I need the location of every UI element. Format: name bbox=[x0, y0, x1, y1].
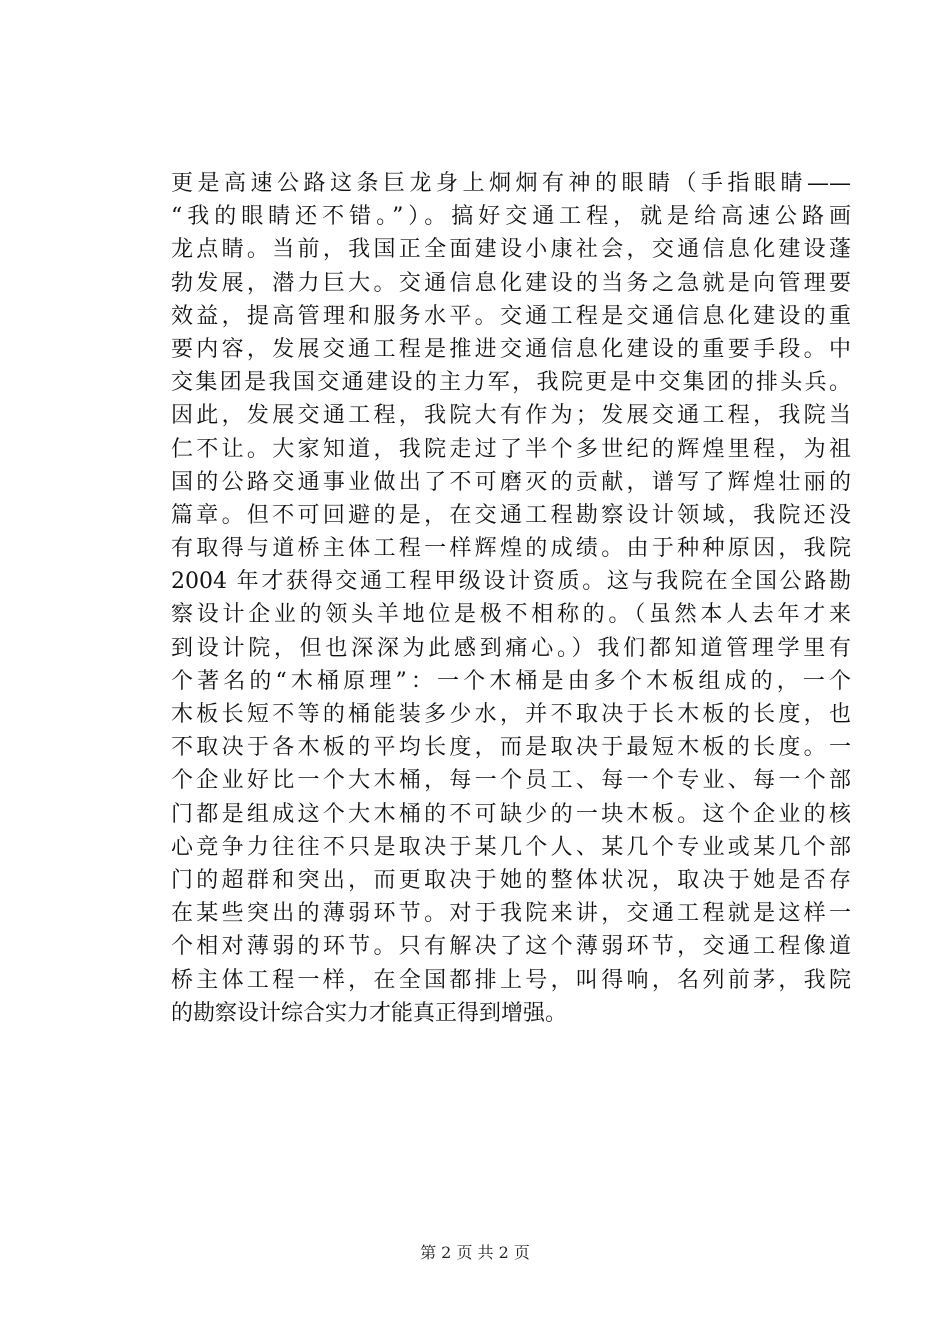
text-line: 个著名的“木桶原理”：一个木桶是由多个木板组成的，一个 bbox=[171, 668, 851, 694]
page-number-footer: 第 2 页 共 2 页 bbox=[420, 1243, 530, 1262]
text-line: 更是高速公路这条巨龙身上炯炯有神的眼睛（手指眼睛—— bbox=[171, 171, 851, 196]
text-line: 个企业好比一个大木桶，每一个员工、每一个专业、每一个部 bbox=[171, 768, 851, 794]
text-line: 2004 年才获得交通工程甲级设计资质。这与我院在全国公路勘 bbox=[171, 569, 851, 595]
text-line: 不取决于各木板的平均长度，而是取决于最短木板的长度。一 bbox=[171, 735, 851, 761]
text-line: “我的眼睛还不错。”）。搞好交通工程，就是给高速公路画 bbox=[171, 204, 851, 230]
text-line: 交集团是我国交通建设的主力军，我院更是中交集团的排头兵。 bbox=[171, 370, 851, 396]
text-line: 到设计院，但也深深为此感到痛心。）我们都知道管理学里有 bbox=[171, 635, 851, 661]
text-line: 仁不让。大家知道，我院走过了半个多世纪的辉煌里程，为祖 bbox=[171, 436, 851, 462]
text-line: 效益，提高管理和服务水平。交通工程是交通信息化建设的重 bbox=[171, 303, 851, 329]
text-line: 龙点睛。当前，我国正全面建设小康社会，交通信息化建设蓬 bbox=[171, 237, 851, 263]
text-line: 在某些突出的薄弱环节。对于我院来讲，交通工程就是这样一 bbox=[171, 901, 851, 927]
text-line: 个相对薄弱的环节。只有解决了这个薄弱环节，交通工程像道 bbox=[171, 934, 851, 960]
text-line: 察设计企业的领头羊地位是极不相称的。（虽然本人去年才来 bbox=[171, 602, 851, 628]
text-line-last: 的勘察设计综合实力才能真正得到增强。 bbox=[171, 1000, 568, 1026]
text-line: 心竞争力往往不只是取决于某几个人、某几个专业或某几个部 bbox=[171, 834, 851, 860]
text-line: 国的公路交通事业做出了不可磨灭的贡献，谱写了辉煌壮丽的 bbox=[171, 469, 851, 495]
text-line: 门都是组成这个大木桶的不可缺少的一块木板。这个企业的核 bbox=[171, 801, 851, 827]
text-line: 门的超群和突出，而更取决于她的整体状况，取决于她是否存 bbox=[171, 867, 851, 893]
text-line: 桥主体工程一样，在全国都排上号，叫得响，名列前茅，我院 bbox=[171, 967, 851, 993]
text-line: 因此，发展交通工程，我院大有作为；发展交通工程，我院当 bbox=[171, 403, 851, 429]
body-paragraph bbox=[171, 167, 851, 1030]
text-line: 有取得与道桥主体工程一样辉煌的成绩。由于种种原因，我院 bbox=[171, 536, 851, 562]
text-line: 勃发展，潜力巨大。交通信息化建设的当务之急就是向管理要 bbox=[171, 270, 851, 296]
text-line: 要内容，发展交通工程是推进交通信息化建设的重要手段。中 bbox=[171, 336, 851, 362]
text-line: 篇章。但不可回避的是，在交通工程勘察设计领域，我院还没 bbox=[171, 502, 851, 528]
text-line: 木板长短不等的桶能装多少水，并不取决于长木板的长度，也 bbox=[171, 702, 851, 727]
